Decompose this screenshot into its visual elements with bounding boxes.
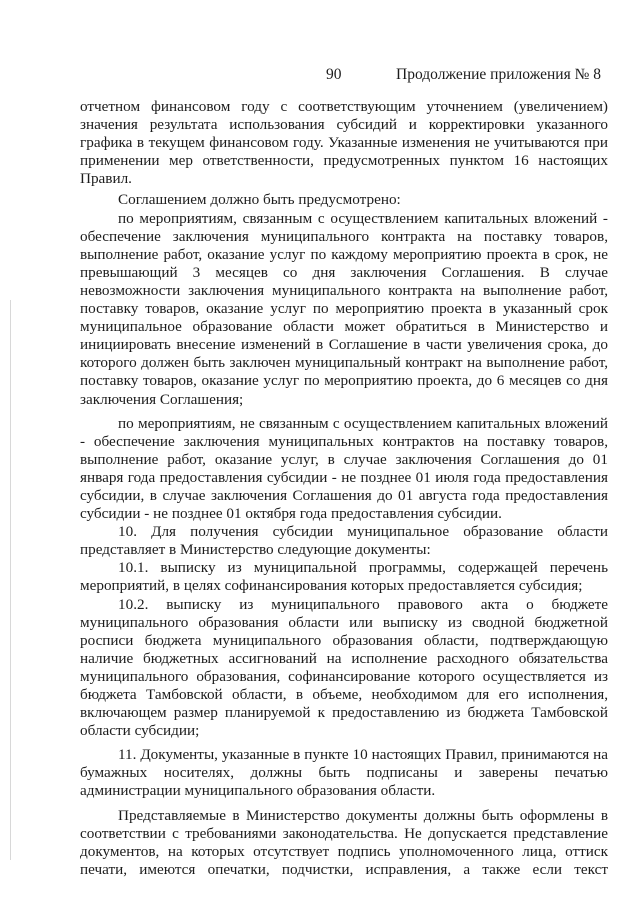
document-body [80,98,608,879]
page-header [0,66,640,86]
paragraph-capital-investments: по мероприятиям, связанным с осуществлением капитальных вложений - обеспечение заключения муниципального контракта на поставку товаров, выполнение работ, оказание услуг по каждому мероприятию проекта в срок, не превышающий 3 месяцев со дня заключения Соглашения. В случае невозможности заключения муниципального контракта на выполнение работ, поставку товаров, оказание услуг по мероприятию проекта в указанный срок муниципальное образование области может обратиться в Министерство и инициировать внесение изменений в Соглашение в части увеличения срока, до которого должен быть заключен муниципальный контракт на выполнение работ, поставку товаров, оказание услуг по мероприятию проекта, до 6 месяцев со дня заключения Соглашения; [80,209,608,408]
page-number: 90 [326,66,342,83]
paragraph-agreement-intro: Соглашением должно быть предусмотрено: [118,191,401,209]
paragraph-item-10: 10. Для получения субсидии муниципальное образование области представляет в Министерство следующие документы: [80,523,608,559]
paragraph-continued: отчетном финансовом году с соответствующим уточнением (увеличением) значения результата использования субсидий и корректировки указанного графика в текущем финансовом году. Указанные изменения не учитываются при применении мер ответственности, предусмотренных пунктом 16 настоящих Правил. [80,98,608,188]
paragraph-documents-requirements: Представляемые в Министерство документы должны быть оформлены в соответствии с требованиями законодательства. Не допускается представление документов, на которых отсутствует подпись уполномоченного лица, оттиск печати, имеются опечатки, подчистки, исправления, а также если текст [80,806,608,878]
paragraph-item-10-1: 10.1. выписку из муниципальной программы, содержащей перечень мероприятий, в целях софинансирования которых предоставляется субсидия; [80,559,608,595]
appendix-continuation-label: Продолжение приложения № 8 [396,66,601,83]
paragraph-item-11: 11. Документы, указанные в пункте 10 настоящих Правил, принимаются на бумажных носителях, должны быть подписаны и заверены печатью администрации муниципального образования области. [80,746,608,800]
paragraph-item-10-2: 10.2. выписку из муниципального правового акта о бюджете муниципального образования области или выписку из сводной бюджетной росписи бюджета муниципального образования области, подтверждающую наличие бюджетных ассигнований на исполнение расходного обязательства муниципального образования, софинансирование которого осуществляется из бюджета Тамбовской области, в объеме, необходимом для его исполнения, включающем размер планируемой к предоставлению из бюджета Тамбовской области субсидии; [80,595,608,740]
paragraph-non-capital: по мероприятиям, не связанным с осуществлением капитальных вложений - обеспечение заключения муниципальных контрактов на поставку товаров, выполнение работ, оказание услуг, в случае заключения Соглашения до 01 января года предоставления субсидии - не позднее 01 июля года предоставления субсидии, в случае заключения Соглашения до 01 августа года предоставления субсидии - не позднее 01 октября года предоставления субсидии. [80,414,608,523]
binding-edge-mark [10,300,11,860]
